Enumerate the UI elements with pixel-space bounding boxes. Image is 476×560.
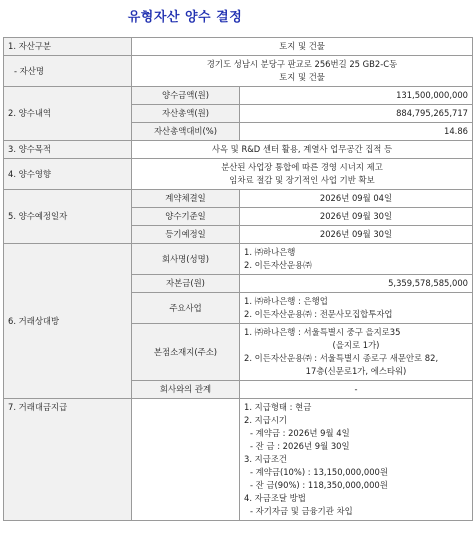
row-contract-date	[4, 190, 473, 208]
relation-label: 회사와의 관계	[132, 381, 240, 399]
acquisition-amount-label: 양수금액(원)	[132, 87, 240, 105]
acquisition-details-label: 2. 양수내역	[4, 87, 132, 141]
impact-label: 4. 양수영향	[4, 159, 132, 190]
contract-date-value: 2026년 09월 04일	[240, 190, 473, 208]
capital-value: 5,359,578,585,000	[240, 275, 473, 293]
counterparty-name-line: 2. 이든자산운용㈜	[244, 260, 312, 270]
asset-ratio-value: 14.86	[240, 123, 473, 141]
impact-line: 분산된 사업장 통합에 따른 경영 시너지 제고	[221, 162, 383, 172]
payment-line: 4. 자금조달 방법	[244, 493, 306, 503]
payment-line: - 잔 금(90%) : 118,350,000,000원	[250, 480, 388, 490]
relation-value: -	[240, 381, 473, 399]
payment-line: - 계약금(10%) : 13,150,000,000원	[250, 467, 388, 477]
headquarters-line: 1. ㈜하나은행 : 서울특별시 중구 을지로35	[244, 327, 401, 337]
schedule-label: 5. 양수예정일자	[4, 190, 132, 244]
row-purpose	[4, 141, 473, 159]
business-label: 주요사업	[132, 293, 240, 324]
row-payment	[4, 399, 473, 521]
disclosure-table	[3, 37, 473, 521]
impact-value	[132, 159, 473, 190]
asset-name-value	[132, 56, 473, 87]
business-line: 1. ㈜하나은행 : 은행업	[244, 296, 328, 306]
asset-name-line: 토지 및 건물	[279, 72, 325, 82]
document-title: 유형자산 양수 결정	[127, 10, 243, 25]
headquarters-line: 17층(신문로1가, 에스타워)	[305, 366, 407, 376]
counterparty-name-line: 1. ㈜하나은행	[244, 247, 296, 257]
asset-name-line: 경기도 성남시 분당구 판교로 256번길 25 GB2-C동	[206, 59, 398, 69]
row-impact	[4, 159, 473, 190]
headquarters-label: 본점소재지(주소)	[132, 324, 240, 381]
purpose-value: 사옥 및 R&D 센터 활용, 계열사 업무공간 집적 등	[132, 141, 473, 159]
base-date-value: 2026년 09월 30일	[240, 208, 473, 226]
headquarters-line: (을지로 1가)	[332, 340, 380, 350]
row-asset-name	[4, 56, 473, 87]
business-line: 2. 이든자산운용㈜ : 전문사모집합투자업	[244, 309, 393, 319]
acquisition-amount-value: 131,500,000,000	[240, 87, 473, 105]
row-asset-type	[4, 38, 473, 56]
payment-line: 1. 지급형태 : 현금	[244, 402, 312, 412]
asset-type-label: 1. 자산구분	[4, 38, 132, 56]
registration-date-value: 2026년 09월 30일	[240, 226, 473, 244]
payment-value	[240, 399, 473, 521]
capital-label: 자본금(원)	[132, 275, 240, 293]
base-date-label: 양수기준일	[132, 208, 240, 226]
asset-name-label: - 자산명	[4, 56, 132, 87]
headquarters-value	[240, 324, 473, 381]
payment-label: 7. 거래대금지급	[4, 399, 132, 521]
headquarters-line: 2. 이든자산운용㈜ : 서울특별시 종로구 새문안로 82,	[244, 353, 439, 363]
purpose-label: 3. 양수목적	[4, 141, 132, 159]
payment-spacer	[132, 399, 240, 521]
registration-date-label: 등기예정일	[132, 226, 240, 244]
counterparty-label: 6. 거래상대방	[4, 244, 132, 399]
payment-line: - 잔 금 : 2026년 9월 30일	[250, 441, 350, 451]
row-acquisition-amount	[4, 87, 473, 105]
business-value	[240, 293, 473, 324]
total-assets-value: 884,795,265,717	[240, 105, 473, 123]
row-counterparty-name	[4, 244, 473, 275]
total-assets-label: 자산총액(원)	[132, 105, 240, 123]
payment-line: - 자기자금 및 금융기관 차입	[250, 506, 353, 516]
payment-line: 2. 지급시기	[244, 415, 288, 425]
impact-line: 임차료 절감 및 장기적인 사업 기반 확보	[229, 175, 375, 185]
payment-line: 3. 지급조건	[244, 454, 288, 464]
counterparty-name-value	[240, 244, 473, 275]
asset-ratio-label: 자산총액대비(%)	[132, 123, 240, 141]
asset-type-value: 토지 및 건물	[132, 38, 473, 56]
contract-date-label: 계약체결일	[132, 190, 240, 208]
payment-line: - 계약금 : 2026년 9월 4일	[250, 428, 350, 438]
counterparty-name-label: 회사명(성명)	[132, 244, 240, 275]
